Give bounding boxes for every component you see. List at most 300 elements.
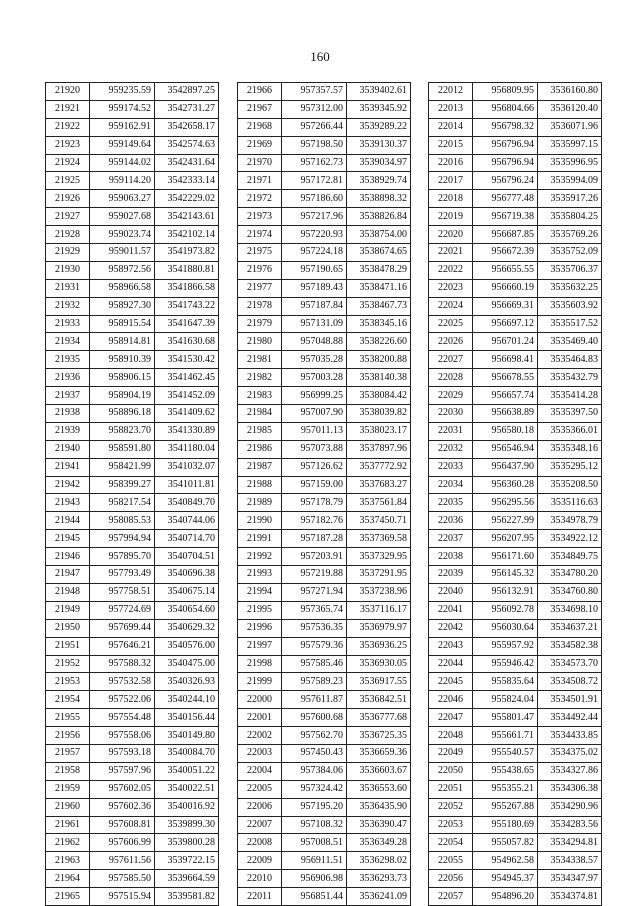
y-coordinate-cell: 3539289.22	[347, 118, 411, 136]
y-coordinate-cell: 3539800.28	[155, 834, 219, 852]
table-row	[238, 548, 411, 566]
y-coordinate-cell: 3538826.84	[347, 208, 411, 226]
y-coordinate-cell: 3539402.61	[347, 83, 411, 101]
table-row	[238, 172, 411, 190]
x-coordinate-cell: 957724.69	[90, 601, 155, 619]
point-number-cell: 22048	[429, 727, 473, 745]
point-number-cell: 21953	[46, 673, 90, 691]
table-row	[238, 566, 411, 584]
point-number-cell: 21978	[238, 297, 282, 315]
y-coordinate-cell: 3535116.63	[538, 494, 602, 512]
x-coordinate-cell: 955801.47	[473, 709, 538, 727]
y-coordinate-cell: 3542731.27	[155, 100, 219, 118]
x-coordinate-cell: 957195.20	[282, 798, 347, 816]
point-number-cell: 22025	[429, 315, 473, 333]
table-row	[238, 530, 411, 548]
table-row	[429, 762, 602, 780]
y-coordinate-cell: 3535632.25	[538, 279, 602, 297]
table-row	[46, 870, 219, 888]
table-row	[238, 476, 411, 494]
point-number-cell: 21950	[46, 619, 90, 637]
table-row	[46, 762, 219, 780]
x-coordinate-cell: 955824.04	[473, 691, 538, 709]
y-coordinate-cell: 3535366.01	[538, 422, 602, 440]
table-row	[238, 154, 411, 172]
table-row	[238, 208, 411, 226]
y-coordinate-cell: 3540629.32	[155, 619, 219, 637]
point-number-cell: 22050	[429, 762, 473, 780]
table-row	[429, 405, 602, 423]
point-number-cell: 21981	[238, 351, 282, 369]
y-coordinate-cell: 3537369.58	[347, 530, 411, 548]
table-row	[429, 852, 602, 870]
y-coordinate-cell: 3534582.38	[538, 637, 602, 655]
table-row	[238, 816, 411, 834]
x-coordinate-cell: 957178.79	[282, 494, 347, 512]
x-coordinate-cell: 958904.19	[90, 387, 155, 405]
x-coordinate-cell: 957220.93	[282, 226, 347, 244]
y-coordinate-cell: 3538023.17	[347, 422, 411, 440]
y-coordinate-cell: 3535464.83	[538, 351, 602, 369]
x-coordinate-cell: 957189.43	[282, 279, 347, 297]
y-coordinate-cell: 3541330.89	[155, 422, 219, 440]
x-coordinate-cell: 956546.94	[473, 440, 538, 458]
table-row	[46, 744, 219, 762]
table-row	[238, 583, 411, 601]
point-number-cell: 21977	[238, 279, 282, 297]
y-coordinate-cell: 3540016.92	[155, 798, 219, 816]
y-coordinate-cell: 3538471.16	[347, 279, 411, 297]
x-coordinate-cell: 956804.66	[473, 100, 538, 118]
page-number: 160	[310, 49, 330, 64]
point-number-cell: 21994	[238, 583, 282, 601]
y-coordinate-cell: 3541011.81	[155, 476, 219, 494]
x-coordinate-cell: 957008.51	[282, 834, 347, 852]
y-coordinate-cell: 3540714.70	[155, 530, 219, 548]
table-row	[46, 780, 219, 798]
point-number-cell: 21939	[46, 422, 90, 440]
x-coordinate-cell: 958910.39	[90, 351, 155, 369]
x-coordinate-cell: 956796.94	[473, 136, 538, 154]
point-number-cell: 21932	[46, 297, 90, 315]
point-number-cell: 21995	[238, 601, 282, 619]
x-coordinate-cell: 957611.56	[90, 852, 155, 870]
point-number-cell: 22044	[429, 655, 473, 673]
point-number-cell: 21972	[238, 190, 282, 208]
table-row	[238, 226, 411, 244]
table-row	[429, 315, 602, 333]
point-number-cell: 21952	[46, 655, 90, 673]
x-coordinate-cell: 956906.98	[282, 870, 347, 888]
point-number-cell: 22053	[429, 816, 473, 834]
y-coordinate-cell: 3534306.38	[538, 780, 602, 798]
table-row	[46, 798, 219, 816]
x-coordinate-cell: 956796.24	[473, 172, 538, 190]
y-coordinate-cell: 3534327.86	[538, 762, 602, 780]
y-coordinate-cell: 3540704.51	[155, 548, 219, 566]
y-coordinate-cell: 3540244.10	[155, 691, 219, 709]
y-coordinate-cell: 3542574.63	[155, 136, 219, 154]
x-coordinate-cell: 956672.39	[473, 244, 538, 262]
point-number-cell: 22018	[429, 190, 473, 208]
table-row	[46, 637, 219, 655]
x-coordinate-cell: 955946.42	[473, 655, 538, 673]
table-row	[46, 816, 219, 834]
table-row	[238, 315, 411, 333]
table-row	[429, 279, 602, 297]
point-number-cell: 22010	[238, 870, 282, 888]
x-coordinate-cell: 957011.13	[282, 422, 347, 440]
y-coordinate-cell: 3535517.52	[538, 315, 602, 333]
point-number-cell: 22057	[429, 888, 473, 906]
y-coordinate-cell: 3537772.92	[347, 458, 411, 476]
point-number-cell: 21966	[238, 83, 282, 101]
point-number-cell: 22041	[429, 601, 473, 619]
point-number-cell: 21968	[238, 118, 282, 136]
x-coordinate-cell: 957585.50	[90, 870, 155, 888]
table-row	[46, 440, 219, 458]
x-coordinate-cell: 956207.95	[473, 530, 538, 548]
point-number-cell: 21991	[238, 530, 282, 548]
table-row	[238, 422, 411, 440]
point-number-cell: 21960	[46, 798, 90, 816]
point-number-cell: 21951	[46, 637, 90, 655]
point-number-cell: 21992	[238, 548, 282, 566]
table-row	[238, 619, 411, 637]
y-coordinate-cell: 3536659.36	[347, 744, 411, 762]
point-number-cell: 21922	[46, 118, 90, 136]
x-coordinate-cell: 956092.78	[473, 601, 538, 619]
table-row	[46, 852, 219, 870]
table-row	[238, 512, 411, 530]
y-coordinate-cell: 3536936.25	[347, 637, 411, 655]
table-row	[238, 100, 411, 118]
y-coordinate-cell: 3535994.09	[538, 172, 602, 190]
y-coordinate-cell: 3534433.85	[538, 727, 602, 745]
x-coordinate-cell: 959162.91	[90, 118, 155, 136]
x-coordinate-cell: 955540.57	[473, 744, 538, 762]
y-coordinate-cell: 3542333.14	[155, 172, 219, 190]
point-number-cell: 22042	[429, 619, 473, 637]
point-number-cell: 22004	[238, 762, 282, 780]
x-coordinate-cell: 955267.88	[473, 798, 538, 816]
table-row	[46, 548, 219, 566]
point-number-cell: 22043	[429, 637, 473, 655]
table-row	[429, 673, 602, 691]
x-coordinate-cell: 956638.89	[473, 405, 538, 423]
table-row	[46, 226, 219, 244]
table-row	[429, 297, 602, 315]
point-number-cell: 21933	[46, 315, 90, 333]
y-coordinate-cell: 3535432.79	[538, 369, 602, 387]
y-coordinate-cell: 3538345.16	[347, 315, 411, 333]
table-row	[46, 190, 219, 208]
point-number-cell: 21967	[238, 100, 282, 118]
table-row	[429, 100, 602, 118]
x-coordinate-cell: 957217.96	[282, 208, 347, 226]
table-row	[429, 172, 602, 190]
point-number-cell: 21993	[238, 566, 282, 584]
point-number-cell: 22022	[429, 261, 473, 279]
table-row	[238, 279, 411, 297]
table-row	[238, 655, 411, 673]
y-coordinate-cell: 3534492.44	[538, 709, 602, 727]
y-coordinate-cell: 3540326.93	[155, 673, 219, 691]
y-coordinate-cell: 3541880.81	[155, 261, 219, 279]
x-coordinate-cell: 956697.12	[473, 315, 538, 333]
y-coordinate-cell: 3535706.37	[538, 261, 602, 279]
table-row	[429, 691, 602, 709]
x-coordinate-cell: 954962.58	[473, 852, 538, 870]
y-coordinate-cell: 3534922.12	[538, 530, 602, 548]
table-row	[46, 83, 219, 101]
point-number-cell: 21956	[46, 727, 90, 745]
y-coordinate-cell: 3536930.05	[347, 655, 411, 673]
x-coordinate-cell: 957758.51	[90, 583, 155, 601]
table-row	[46, 601, 219, 619]
x-coordinate-cell: 957536.35	[282, 619, 347, 637]
point-number-cell: 22017	[429, 172, 473, 190]
point-number-cell: 21921	[46, 100, 90, 118]
table-row	[429, 816, 602, 834]
y-coordinate-cell: 3540156.44	[155, 709, 219, 727]
point-number-cell: 21985	[238, 422, 282, 440]
table-row	[429, 387, 602, 405]
y-coordinate-cell: 3540696.38	[155, 566, 219, 584]
y-coordinate-cell: 3536298.02	[347, 852, 411, 870]
table-row	[46, 727, 219, 745]
y-coordinate-cell: 3539345.92	[347, 100, 411, 118]
table-row	[429, 727, 602, 745]
y-coordinate-cell: 3542102.14	[155, 226, 219, 244]
table-row	[238, 261, 411, 279]
x-coordinate-cell: 955180.69	[473, 816, 538, 834]
table-row	[46, 888, 219, 906]
y-coordinate-cell: 3536435.90	[347, 798, 411, 816]
y-coordinate-cell: 3536979.97	[347, 619, 411, 637]
y-coordinate-cell: 3539581.82	[155, 888, 219, 906]
y-coordinate-cell: 3535208.50	[538, 476, 602, 494]
point-number-cell: 21971	[238, 172, 282, 190]
table-row	[46, 530, 219, 548]
point-number-cell: 22011	[238, 888, 282, 906]
x-coordinate-cell: 958915.54	[90, 315, 155, 333]
table-row	[46, 315, 219, 333]
table-row	[238, 834, 411, 852]
x-coordinate-cell: 958966.58	[90, 279, 155, 297]
table-row	[429, 834, 602, 852]
table-row	[238, 888, 411, 906]
point-number-cell: 22032	[429, 440, 473, 458]
x-coordinate-cell: 956030.64	[473, 619, 538, 637]
x-coordinate-cell: 956132.91	[473, 583, 538, 601]
point-number-cell: 21986	[238, 440, 282, 458]
point-number-cell: 21964	[46, 870, 90, 888]
y-coordinate-cell: 3537116.17	[347, 601, 411, 619]
x-coordinate-cell: 955438.65	[473, 762, 538, 780]
y-coordinate-cell: 3534347.97	[538, 870, 602, 888]
y-coordinate-cell: 3535469.40	[538, 333, 602, 351]
point-number-cell: 22029	[429, 387, 473, 405]
x-coordinate-cell: 956360.28	[473, 476, 538, 494]
x-coordinate-cell: 957198.50	[282, 136, 347, 154]
y-coordinate-cell: 3540475.00	[155, 655, 219, 673]
table-row	[46, 494, 219, 512]
point-number-cell: 22037	[429, 530, 473, 548]
table-row	[238, 691, 411, 709]
y-coordinate-cell: 3536160.80	[538, 83, 602, 101]
x-coordinate-cell: 957266.44	[282, 118, 347, 136]
x-coordinate-cell: 957007.90	[282, 405, 347, 423]
y-coordinate-cell: 3541647.39	[155, 315, 219, 333]
table-row	[238, 494, 411, 512]
x-coordinate-cell: 957073.88	[282, 440, 347, 458]
y-coordinate-cell: 3539664.59	[155, 870, 219, 888]
point-number-cell: 21942	[46, 476, 90, 494]
table-row	[46, 583, 219, 601]
x-coordinate-cell: 957003.28	[282, 369, 347, 387]
table-row	[429, 208, 602, 226]
y-coordinate-cell: 3539899.30	[155, 816, 219, 834]
point-number-cell: 22021	[429, 244, 473, 262]
table-row	[238, 405, 411, 423]
table-row	[238, 727, 411, 745]
point-number-cell: 22014	[429, 118, 473, 136]
table-row	[429, 780, 602, 798]
point-number-cell: 21988	[238, 476, 282, 494]
x-coordinate-cell: 957219.88	[282, 566, 347, 584]
table-row	[46, 476, 219, 494]
table-row	[238, 709, 411, 727]
y-coordinate-cell: 3536553.60	[347, 780, 411, 798]
table-row	[46, 387, 219, 405]
y-coordinate-cell: 3540654.60	[155, 601, 219, 619]
table-row	[46, 369, 219, 387]
y-coordinate-cell: 3534573.70	[538, 655, 602, 673]
y-coordinate-cell: 3535295.12	[538, 458, 602, 476]
x-coordinate-cell: 958217.54	[90, 494, 155, 512]
x-coordinate-cell: 959063.27	[90, 190, 155, 208]
x-coordinate-cell: 958823.70	[90, 422, 155, 440]
x-coordinate-cell: 957611.87	[282, 691, 347, 709]
table-row	[429, 619, 602, 637]
x-coordinate-cell: 957126.62	[282, 458, 347, 476]
x-coordinate-cell: 958972.56	[90, 261, 155, 279]
y-coordinate-cell: 3534760.80	[538, 583, 602, 601]
point-number-cell: 22012	[429, 83, 473, 101]
point-number-cell: 21962	[46, 834, 90, 852]
x-coordinate-cell: 957600.68	[282, 709, 347, 727]
table-row	[429, 744, 602, 762]
y-coordinate-cell: 3541180.04	[155, 440, 219, 458]
point-number-cell: 22015	[429, 136, 473, 154]
table-row	[429, 583, 602, 601]
x-coordinate-cell: 956777.48	[473, 190, 538, 208]
point-number-cell: 21937	[46, 387, 90, 405]
point-number-cell: 22008	[238, 834, 282, 852]
table-row	[46, 118, 219, 136]
y-coordinate-cell: 3539034.97	[347, 154, 411, 172]
y-coordinate-cell: 3541462.45	[155, 369, 219, 387]
y-coordinate-cell: 3536603.67	[347, 762, 411, 780]
y-coordinate-cell: 3536917.55	[347, 673, 411, 691]
table-row	[238, 852, 411, 870]
point-number-cell: 22024	[429, 297, 473, 315]
point-number-cell: 21976	[238, 261, 282, 279]
y-coordinate-cell: 3541973.82	[155, 244, 219, 262]
point-number-cell: 21954	[46, 691, 90, 709]
table-row	[46, 208, 219, 226]
y-coordinate-cell: 3534375.02	[538, 744, 602, 762]
point-number-cell: 21959	[46, 780, 90, 798]
point-number-cell: 22002	[238, 727, 282, 745]
y-coordinate-cell: 3536349.28	[347, 834, 411, 852]
y-coordinate-cell: 3534849.75	[538, 548, 602, 566]
point-number-cell: 21987	[238, 458, 282, 476]
point-number-cell: 22031	[429, 422, 473, 440]
point-number-cell: 21984	[238, 405, 282, 423]
y-coordinate-cell: 3536390.47	[347, 816, 411, 834]
x-coordinate-cell: 956911.51	[282, 852, 347, 870]
x-coordinate-cell: 956171.60	[473, 548, 538, 566]
x-coordinate-cell: 957131.09	[282, 315, 347, 333]
point-number-cell: 21989	[238, 494, 282, 512]
y-coordinate-cell: 3541032.07	[155, 458, 219, 476]
point-number-cell: 22009	[238, 852, 282, 870]
y-coordinate-cell: 3541630.68	[155, 333, 219, 351]
point-number-cell: 21936	[46, 369, 90, 387]
x-coordinate-cell: 957271.94	[282, 583, 347, 601]
table-row	[46, 422, 219, 440]
table-row	[46, 279, 219, 297]
x-coordinate-cell: 958896.18	[90, 405, 155, 423]
x-coordinate-cell: 957522.06	[90, 691, 155, 709]
x-coordinate-cell: 955835.64	[473, 673, 538, 691]
y-coordinate-cell: 3535996.95	[538, 154, 602, 172]
x-coordinate-cell: 957187.84	[282, 297, 347, 315]
x-coordinate-cell: 957048.88	[282, 333, 347, 351]
point-number-cell: 21925	[46, 172, 90, 190]
x-coordinate-cell: 957384.06	[282, 762, 347, 780]
y-coordinate-cell: 3534374.81	[538, 888, 602, 906]
y-coordinate-cell: 3538674.65	[347, 244, 411, 262]
y-coordinate-cell: 3534698.10	[538, 601, 602, 619]
table-row	[46, 655, 219, 673]
y-coordinate-cell: 3541530.42	[155, 351, 219, 369]
x-coordinate-cell: 956796.94	[473, 154, 538, 172]
y-coordinate-cell: 3536725.35	[347, 727, 411, 745]
x-coordinate-cell: 957895.70	[90, 548, 155, 566]
x-coordinate-cell: 957646.21	[90, 637, 155, 655]
point-number-cell: 21973	[238, 208, 282, 226]
x-coordinate-cell: 957357.57	[282, 83, 347, 101]
point-number-cell: 22006	[238, 798, 282, 816]
x-coordinate-cell: 956798.32	[473, 118, 538, 136]
y-coordinate-cell: 3540675.14	[155, 583, 219, 601]
y-coordinate-cell: 3535397.50	[538, 405, 602, 423]
y-coordinate-cell: 3536777.68	[347, 709, 411, 727]
x-coordinate-cell: 956437.90	[473, 458, 538, 476]
table-row	[429, 154, 602, 172]
y-coordinate-cell: 3535997.15	[538, 136, 602, 154]
x-coordinate-cell: 956660.19	[473, 279, 538, 297]
point-number-cell: 22034	[429, 476, 473, 494]
point-number-cell: 21961	[46, 816, 90, 834]
x-coordinate-cell: 959174.52	[90, 100, 155, 118]
y-coordinate-cell: 3542431.64	[155, 154, 219, 172]
point-number-cell: 21935	[46, 351, 90, 369]
table-row	[429, 369, 602, 387]
